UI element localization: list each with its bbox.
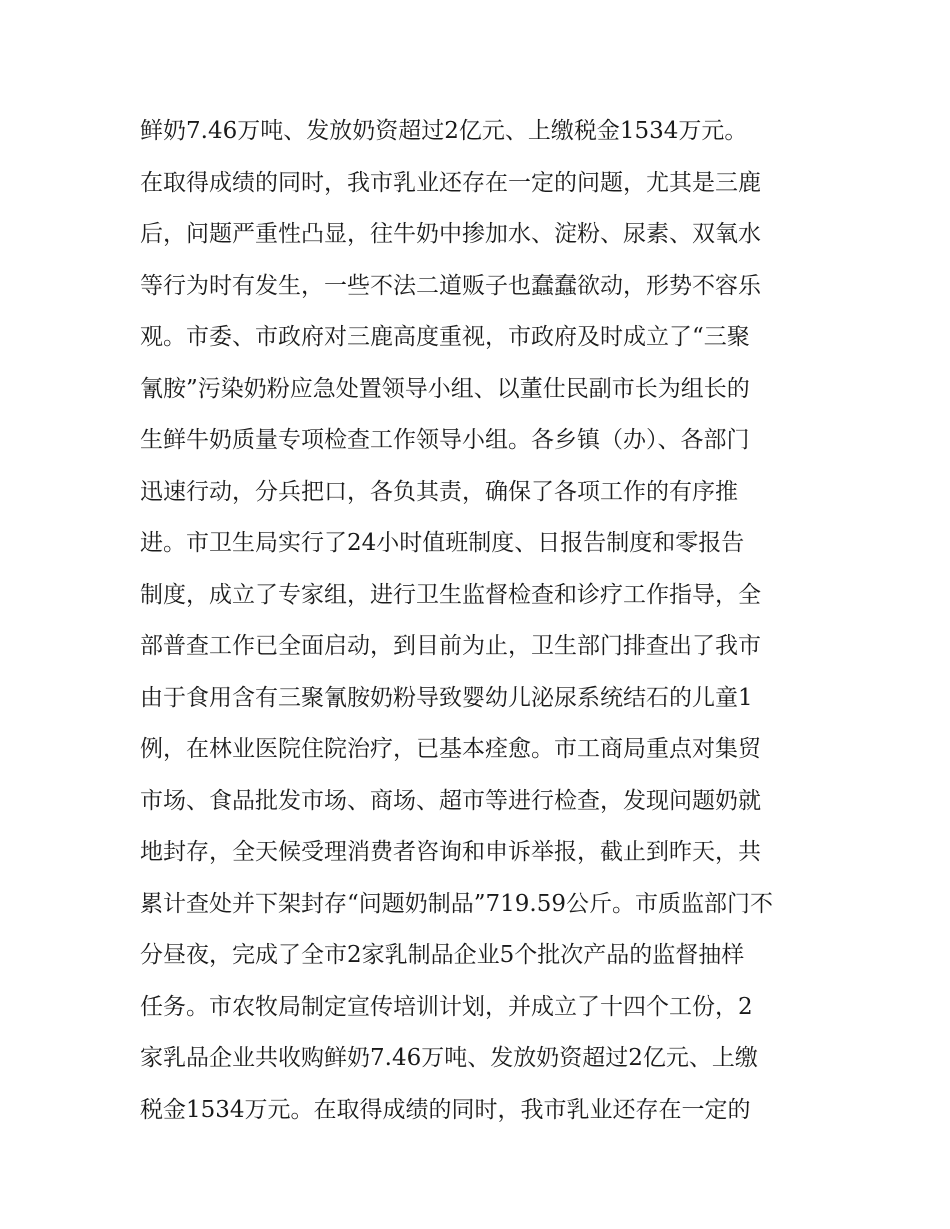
text-line: 由于食用含有三聚氰胺奶粉导致婴幼儿泌尿系统结石的儿童1: [140, 684, 753, 711]
text-line: 鲜奶7.46万吨、发放奶资超过2亿元、上缴税金1534万元。: [140, 118, 748, 144]
text-line: 累计查处并下架封存“问题奶制品”719.59公斤。市质监部门不: [140, 890, 773, 917]
text-line: 进。市卫生局实行了24小时值班制度、日报告制度和零报告: [140, 530, 745, 556]
text-line: 观。市委、市政府对三鹿高度重视，市政府及时成立了“三聚: [140, 324, 750, 350]
text-line: 氰胺”污染奶粉应急处置领导小组、以董仕民副市长为组长的: [140, 375, 750, 402]
text-line: 制度，成立了专家组，进行卫生监督检查和诊疗工作指导，全: [140, 581, 761, 608]
text-line: 市场、食品批发市场、商场、超市等进行检查，发现问题奶就: [140, 787, 761, 814]
text-line: 部普查工作已全面启动，到目前为止，卫生部门排查出了我市: [140, 633, 761, 659]
text-line: 地封存，全天候受理消费者咨询和申诉举报，截止到昨天，共: [140, 839, 761, 865]
text-line: 迅速行动，分兵把口，各负其责，确保了各项工作的有序推: [140, 478, 738, 505]
text-line: 生鲜牛奶质量专项检查工作领导小组。各乡镇（办）、各部门: [140, 427, 750, 453]
text-line: 税金1534万元。在取得成绩的同时，我市乳业还存在一定的: [140, 1096, 751, 1123]
text-line: 家乳品企业共收购鲜奶7.46万吨、发放奶资超过2亿元、上缴: [140, 1045, 758, 1071]
text-line: 后，问题严重性凸显，往牛奶中掺加水、淀粉、尿素、双氧水: [140, 221, 761, 247]
text-line: 等行为时有发生，一些不法二道贩子也蠢蠢欲动，形势不容乐: [140, 272, 761, 299]
text-line: 例，在林业医院住院治疗，已基本痊愈。市工商局重点对集贸: [140, 736, 761, 762]
text-line: 分昼夜，完成了全市2家乳制品企业5个批次产品的监督抽样: [140, 942, 745, 968]
body-text: [140, 106, 820, 1136]
text-line: 在取得成绩的同时，我市乳业还存在一定的问题，尤其是三鹿: [140, 169, 761, 196]
text-line: 任务。市农牧局制定宣传培训计划，并成立了十四个工份，2: [140, 993, 753, 1020]
